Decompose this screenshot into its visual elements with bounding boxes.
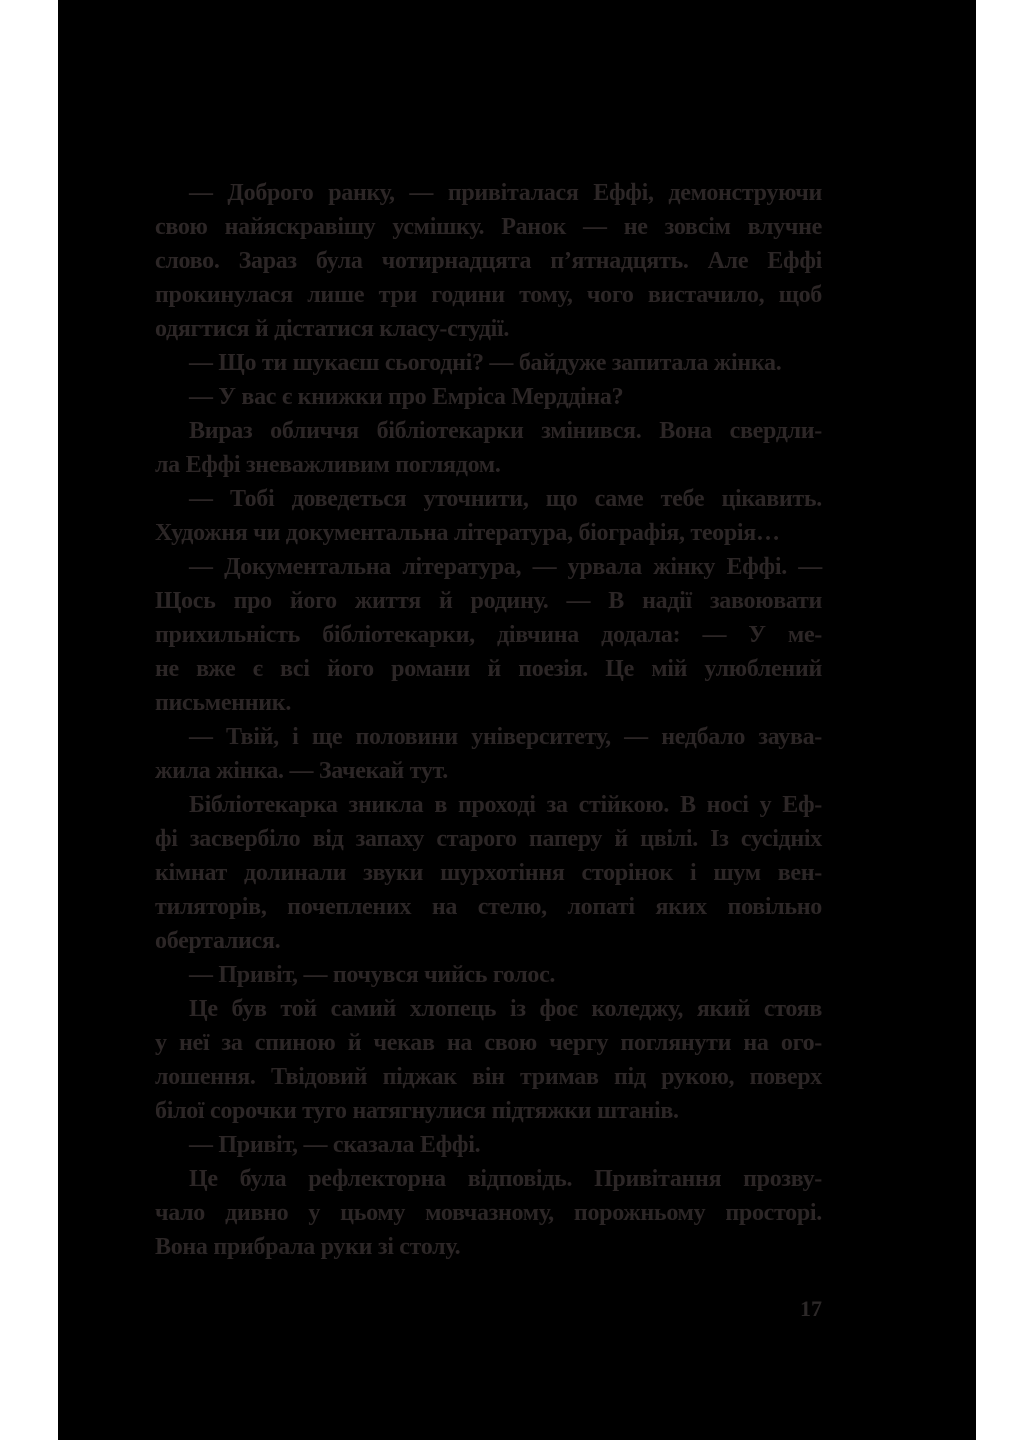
book-page: [58, 0, 976, 1440]
text-line: — Привіт, — почувся чийсь голос.: [189, 962, 556, 988]
text-line: — Доброго ранку, — привіталася Еффі, демонструючи: [189, 180, 822, 206]
text-line: тиляторів, почеплених на стелю, лопаті яких повільно: [155, 894, 822, 920]
text-line: лошення. Твідовий піджак він тримав під рукою, поверх: [155, 1064, 822, 1090]
text-line: білої сорочки туго натягнулися підтяжки штанів.: [155, 1098, 679, 1124]
text-line: Це був той самий хлопець із фоє коледжу, який стояв: [189, 996, 822, 1022]
text-line: письменник.: [155, 690, 292, 716]
text-line: Це була рефлекторна відповідь. Привітання прозву-: [189, 1166, 822, 1192]
text-line: Вираз обличчя бібліотекарки змінився. Вона свердли-: [189, 418, 822, 444]
text-line: слово. Зараз була чотирнадцята п’ятнадцять. Але Еффі: [155, 248, 822, 274]
text-line: оберталися.: [155, 928, 281, 954]
text-line: Бібліотекарка зникла в проході за стійкою. В носі у Еф-: [189, 792, 822, 818]
text-line: — Тобі доведеться уточнити, що саме тебе цікавить.: [189, 486, 822, 512]
text-line: у неї за спиною й чекав на свою чергу поглянути на ого-: [155, 1030, 822, 1056]
text-line: Художня чи документальна література, біографія, теорія…: [155, 520, 780, 546]
text-line: жила жінка. — Зачекай тут.: [155, 758, 448, 784]
text-line: прокинулася лише три години тому, чого вистачило, щоб: [155, 282, 822, 308]
text-line: ла Еффі зневажливим поглядом.: [155, 452, 501, 478]
text-line: — Привіт, — сказала Еффі.: [189, 1132, 481, 1158]
text-line: Вона прибрала руки зі столу.: [155, 1234, 461, 1260]
page-number: 17: [800, 1296, 822, 1321]
text-line: Щось про його життя й родину. — В надії завоювати: [155, 588, 822, 614]
text-line: кімнат долинали звуки шурхотіння сторінок і шум вен-: [155, 860, 822, 886]
text-line: фі засвербіло від запаху старого паперу й цвілі. Із сусідніх: [155, 826, 822, 852]
text-line: прихильність бібліотекарки, дівчина додала: — У ме-: [155, 622, 822, 648]
body-text: [155, 176, 822, 1264]
text-line: — Що ти шукаєш сьогодні? — байдуже запитала жінка.: [189, 350, 782, 376]
text-line: одягтися й дістатися класу-студії.: [155, 316, 510, 342]
text-line: — У вас є книжки про Емріса Мерддіна?: [189, 384, 624, 410]
text-line: не вже є всі його романи й поезія. Це мій улюблений: [155, 656, 822, 682]
text-line: свою найяскравішу усмішку. Ранок — не зовсім влучне: [155, 214, 822, 240]
text-line: чало дивно у цьому мовчазному, порожньому просторі.: [155, 1200, 822, 1226]
text-line: — Документальна література, — урвала жінку Еффі. —: [189, 554, 822, 580]
text-line: — Твій, і ще половини університету, — недбало заува-: [189, 724, 822, 750]
